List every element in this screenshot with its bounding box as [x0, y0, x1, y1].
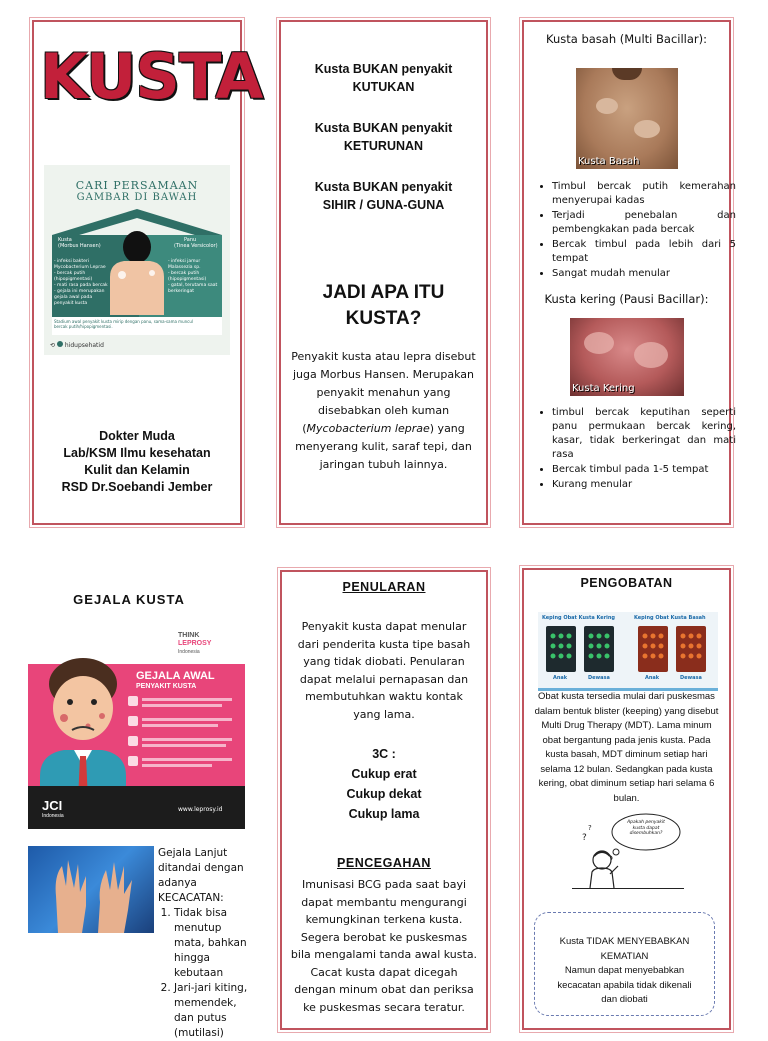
no-death-note: Kusta TIDAK MENYEBABKAN KEMATIAN Namun dapat menyebabkan kecacatan apabila tidak dikenali dan diobati: [534, 912, 715, 1016]
list-item: • Bercak timbul pada lebih dari 5 tempat: [552, 238, 736, 266]
treatment-title: PENGOBATAN: [580, 576, 673, 590]
left-label-1: Kusta: [58, 237, 72, 243]
treatment-text: Obat kusta tersedia mulai dari puskesmas dalam bentuk blister (keeping) yang disebut Multi Drug Therapy (MDT). Lama minum obat bergantung pada jenis kusta. Pada kusta basah, MDT diminum setiap hari selama 12 bulan. Sedangkan pada kusta kering, obat diminum setiap hari selama 6 bulan.: [534, 691, 719, 804]
blister-label: Anak: [553, 675, 568, 681]
treatment-panel: [522, 568, 731, 1030]
poster-heading-1: GEJALA AWAL: [136, 670, 215, 682]
poster-heading-2: PENYAKIT KUSTA: [136, 683, 197, 690]
poster-website: www.leprosy.id: [178, 806, 223, 813]
thought-text: Apakah penyakit kusta dapat disembuhkan?: [627, 820, 665, 836]
list-item: • Timbul bercak putih kemerahan menyerupai kadas: [552, 180, 736, 208]
infographic-heading-2: GAMBAR DI BAWAH: [76, 192, 198, 203]
mdt-blister-image: [538, 612, 718, 691]
prevention-text: Imunisasi BCG pada saat bayi dapat membantu mengurangi kemungkinan terkena kusta. Segera berobat ke puskesmas bila mengalami tanda awal kusta. Cacat kusta dapat dicegah dengan minum obat dan periksa ke puskesmas secara teratur.: [290, 878, 478, 1014]
right-label-2: (Tinea Versicolor): [174, 243, 218, 249]
poster-brand: THINK LEPROSY Indonesia: [178, 632, 212, 655]
blister-label: Dewasa: [588, 675, 610, 681]
patch: [596, 98, 618, 114]
list-item: • Terjadi penebalan dan pembengkakan pada bercak: [552, 209, 736, 237]
symptoms-title: GEJALA KUSTA: [73, 592, 185, 607]
pb-title: Kusta kering (Pausi Bacillar):: [544, 292, 709, 306]
list-item: 1. Tidak bisa menutup mata, bahkan hingga kebutaan: [174, 906, 250, 981]
late-symptoms: [158, 846, 250, 1041]
mb-points: [536, 180, 736, 282]
list-item: • Sangat mudah menular: [552, 267, 736, 281]
blister-title-right: Keping Obat Kusta Basah: [634, 615, 706, 621]
list-item: • Kurang menular: [552, 478, 736, 492]
myth-item: Kusta BUKAN penyakit KUTUKAN: [314, 62, 453, 94]
definition-text: Penyakit kusta atau lepra disebut juga Morbus Hansen. Merupakan penyakit menahun yang disebabkan oleh kuman (Mycobacterium leprae) yang menyerang kulit, saraf tepi, dan jaringan tubuh lainnya.: [291, 350, 476, 471]
hands-photo: [28, 846, 154, 933]
svg-text:?: ?: [588, 824, 592, 832]
list-item: • timbul bercak keputihan seperti panu permukaan bercak kering, kasar, tidak berkeringat dan mati rasa: [552, 406, 736, 462]
symptoms-panel: [24, 570, 250, 1039]
myth-item: Kusta BUKAN penyakit SIHIR / GUNA-GUNA: [314, 180, 453, 212]
svg-text:?: ?: [582, 833, 587, 843]
pb-points: [536, 406, 736, 493]
kusta-kering-photo: [570, 318, 684, 396]
myth-item: Kusta BUKAN penyakit KETURUNAN: [314, 121, 453, 153]
cover-panel: [32, 20, 263, 525]
c3-block: 3C : Cukup erat Cukup dekat Cukup lama: [346, 747, 422, 821]
myth-list: [281, 60, 486, 214]
types-panel: [522, 20, 736, 525]
question-heading: JADI APA ITU KUSTA?: [322, 282, 445, 329]
late-intro: Gejala Lanjut ditandai dengan adanya KECACATAN:: [158, 847, 244, 904]
comparison-infographic: [44, 165, 230, 355]
blister-label: Dewasa: [680, 675, 702, 681]
thinking-cartoon: [572, 810, 684, 889]
right-label-1: Panu: [184, 237, 197, 243]
kusta-basah-photo: [576, 68, 678, 169]
author-block: Dokter Muda Lab/KSM Ilmu kesehatan Kulit dan Kelamin RSD Dr.Soebandi Jember: [61, 429, 213, 494]
early-symptoms-poster: [28, 626, 245, 829]
blister-label: Anak: [645, 675, 660, 681]
bacteria-name: Mycobacterium leprae: [306, 422, 430, 435]
left-label-2: (Morbus Hansen): [58, 243, 101, 249]
transmission-title: PENULARAN: [342, 580, 426, 594]
credit-text: hidupsehatid: [64, 342, 104, 349]
transmission-panel: [280, 570, 488, 1030]
patch: [634, 120, 660, 138]
pb-image-label: Kusta Kering: [572, 383, 635, 394]
mb-image-label: Kusta Basah: [578, 156, 640, 167]
cover-title: KUSTA: [40, 40, 263, 113]
list-item: • Bercak timbul pada 1-5 tempat: [552, 463, 736, 477]
late-list: [158, 906, 250, 1041]
myths-panel: [279, 20, 488, 525]
right-points: - infeksi jamur Malassezia sp. - bercak putih (hipopigmentasi) - gatal, terutama saat berkeringat: [168, 259, 218, 294]
mb-title: Kusta basah (Multi Bacillar):: [545, 32, 708, 46]
patch: [584, 332, 614, 354]
blister-title-left: Keping Obat Kusta Kering: [542, 615, 616, 621]
list-item: 2. Jari-jari kiting, memendek, dan putus (mutilasi): [174, 981, 250, 1041]
hands-illustration: [28, 846, 154, 933]
infographic-heading-1: CARI PERSAMAAN: [75, 179, 199, 192]
poster-org: JCI Indonesia: [42, 798, 64, 819]
prevention-title: PENCEGAHAN: [337, 856, 431, 870]
neck-shape: [612, 68, 642, 80]
credit-row: [50, 341, 104, 349]
avatar: [57, 341, 63, 347]
infographic-footer-note: Stadium awal penyakit kusta mirip dengan panu, sama-sama muncul bercak putih/hipopigmentasi.: [54, 319, 193, 329]
patch: [634, 342, 668, 368]
repost-icon: ⟲: [50, 342, 56, 349]
left-points: - infeksi bakteri Mycobacterium Leprae - bercak putih (hipopigmentasi) - mati rasa pada bercak - gejala ini merupakan gejala awal pada penyakit kusta: [54, 259, 108, 306]
transmission-text: Penyakit kusta dapat menular dari penderita kusta tipe basah yang tidak diobati. Penularan dapat melalui pernapasan dan membutuhkan waktu kontak yang lama.: [297, 620, 471, 721]
